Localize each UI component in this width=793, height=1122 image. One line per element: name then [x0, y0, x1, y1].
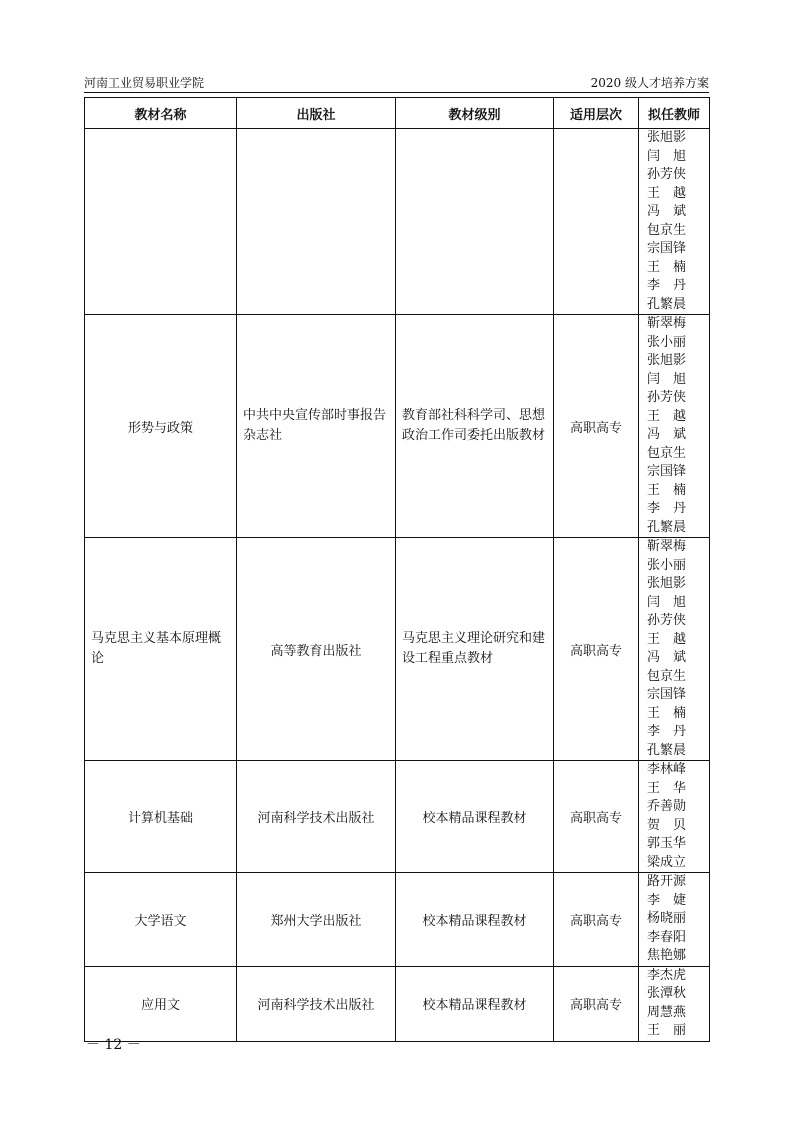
- teacher-name: 包京生: [647, 222, 687, 238]
- table-row: [85, 761, 710, 873]
- col-header-name: 教材名称: [85, 98, 237, 129]
- cell-publisher: [237, 129, 396, 315]
- teacher-name: 贺 贝: [647, 817, 687, 833]
- plan-title: 2020 级人才培养方案: [590, 76, 709, 90]
- cell-level: 校本精品课程教材: [396, 966, 554, 1041]
- teacher-name: 孙芳侠: [647, 390, 687, 405]
- cell-scope: 高职高专: [554, 966, 639, 1041]
- teacher-name: 孔繁晨: [647, 742, 687, 758]
- textbook-table: [84, 97, 710, 1042]
- teacher-name: 李 丹: [647, 724, 687, 739]
- teacher-name: 冯 斌: [647, 204, 687, 219]
- cell-level: 校本精品课程教材: [396, 873, 554, 967]
- cell-level: 教育部社科科学司、思想政治工作司委托出版教材: [396, 315, 554, 538]
- table-row: [85, 966, 710, 1041]
- teacher-name: 李 丹: [647, 278, 687, 293]
- teacher-name: 闫 旭: [647, 594, 687, 610]
- teacher-name: 李 婕: [647, 892, 687, 908]
- teacher-name: 闫 旭: [647, 371, 687, 387]
- teacher-name: 孔繁晨: [647, 519, 687, 535]
- teacher-name: 冯 斌: [647, 427, 687, 442]
- cell-publisher: 高等教育出版社: [237, 538, 396, 761]
- table-row: [85, 315, 710, 538]
- cell-publisher: 河南科学技术出版社: [237, 966, 396, 1041]
- teacher-name: 张潭秋: [647, 986, 687, 1001]
- teacher-name: 靳翠梅: [647, 316, 687, 331]
- teacher-name: 张旭影: [647, 576, 687, 591]
- cell-teachers: [639, 873, 710, 967]
- cell-scope: 高职高专: [554, 761, 639, 873]
- teacher-name: 乔善勋: [647, 799, 687, 814]
- teacher-name: 王 越: [647, 185, 687, 201]
- teacher-name: 闫 旭: [647, 148, 687, 164]
- teacher-name: 张小丽: [647, 334, 687, 350]
- cell-name: 应用文: [85, 966, 237, 1041]
- teacher-name: 冯 斌: [647, 650, 687, 665]
- teacher-name: 杨晓丽: [647, 911, 687, 926]
- cell-publisher: 郑州大学出版社: [237, 873, 396, 967]
- cell-teachers: [639, 315, 710, 538]
- teacher-name: 包京生: [647, 668, 687, 684]
- teacher-name: 靳翠梅: [647, 539, 687, 554]
- teacher-name: 宗国锋: [647, 241, 687, 256]
- teacher-name: 王 楠: [647, 259, 687, 275]
- cell-scope: 高职高专: [554, 315, 639, 538]
- teacher-name: 孙芳侠: [647, 613, 687, 628]
- teacher-name: 张小丽: [647, 557, 687, 573]
- cell-level: 马克思主义理论研究和建设工程重点教材: [396, 538, 554, 761]
- school-name: 河南工业贸易职业学院: [84, 76, 205, 90]
- table-row: [85, 129, 710, 315]
- teacher-name: 张旭影: [647, 130, 687, 145]
- teacher-name: 王 越: [647, 631, 687, 647]
- table-row: [85, 873, 710, 967]
- table-row: [85, 538, 710, 761]
- teacher-name: 孔繁晨: [647, 296, 687, 312]
- cell-scope: 高职高专: [554, 538, 639, 761]
- teacher-name: 王 楠: [647, 705, 687, 721]
- cell-name: 大学语文: [85, 873, 237, 967]
- teacher-name: 王 丽: [647, 1023, 687, 1038]
- teacher-name: 李杰虎: [647, 967, 687, 983]
- teacher-name: 王 越: [647, 408, 687, 424]
- teacher-name: 王 华: [647, 780, 687, 796]
- teacher-name: 郭玉华: [647, 836, 687, 851]
- cell-teachers: [639, 538, 710, 761]
- cell-publisher: 中共中央宣传部时事报告杂志社: [237, 315, 396, 538]
- cell-name: [85, 129, 237, 315]
- cell-name: 形势与政策: [85, 315, 237, 538]
- cell-scope: 高职高专: [554, 873, 639, 967]
- cell-teachers: [639, 129, 710, 315]
- teacher-name: 王 楠: [647, 482, 687, 498]
- teacher-name: 宗国锋: [647, 464, 687, 479]
- page-header: [84, 74, 709, 94]
- cell-name: 计算机基础: [85, 761, 237, 873]
- teacher-name: 李 丹: [647, 501, 687, 516]
- cell-name: 马克思主义基本原理概论: [85, 538, 237, 761]
- teacher-name: 孙芳侠: [647, 167, 687, 182]
- teacher-name: 宗国锋: [647, 687, 687, 702]
- cell-teachers: [639, 761, 710, 873]
- teacher-name: 张旭影: [647, 353, 687, 368]
- teacher-name: 梁成立: [647, 854, 687, 870]
- teacher-name: 路开源: [647, 874, 687, 889]
- cell-scope: [554, 129, 639, 315]
- cell-level: [396, 129, 554, 315]
- col-header-scope: 适用层次: [554, 98, 639, 129]
- table-header-row: [85, 98, 710, 129]
- teacher-name: 包京生: [647, 445, 687, 461]
- cell-publisher: 河南科学技术出版社: [237, 761, 396, 873]
- teacher-name: 周慧燕: [647, 1004, 687, 1020]
- cell-teachers: [639, 966, 710, 1041]
- page-number: － 12 －: [86, 1037, 141, 1053]
- teacher-name: 李林峰: [647, 762, 687, 777]
- teacher-name: 焦艳娜: [647, 948, 687, 963]
- header-rule: [84, 92, 709, 93]
- teacher-name: 李春阳: [647, 929, 687, 945]
- cell-level: 校本精品课程教材: [396, 761, 554, 873]
- col-header-publisher: 出版社: [237, 98, 396, 129]
- col-header-level: 教材级别: [396, 98, 554, 129]
- col-header-teachers: 拟任教师: [639, 98, 710, 129]
